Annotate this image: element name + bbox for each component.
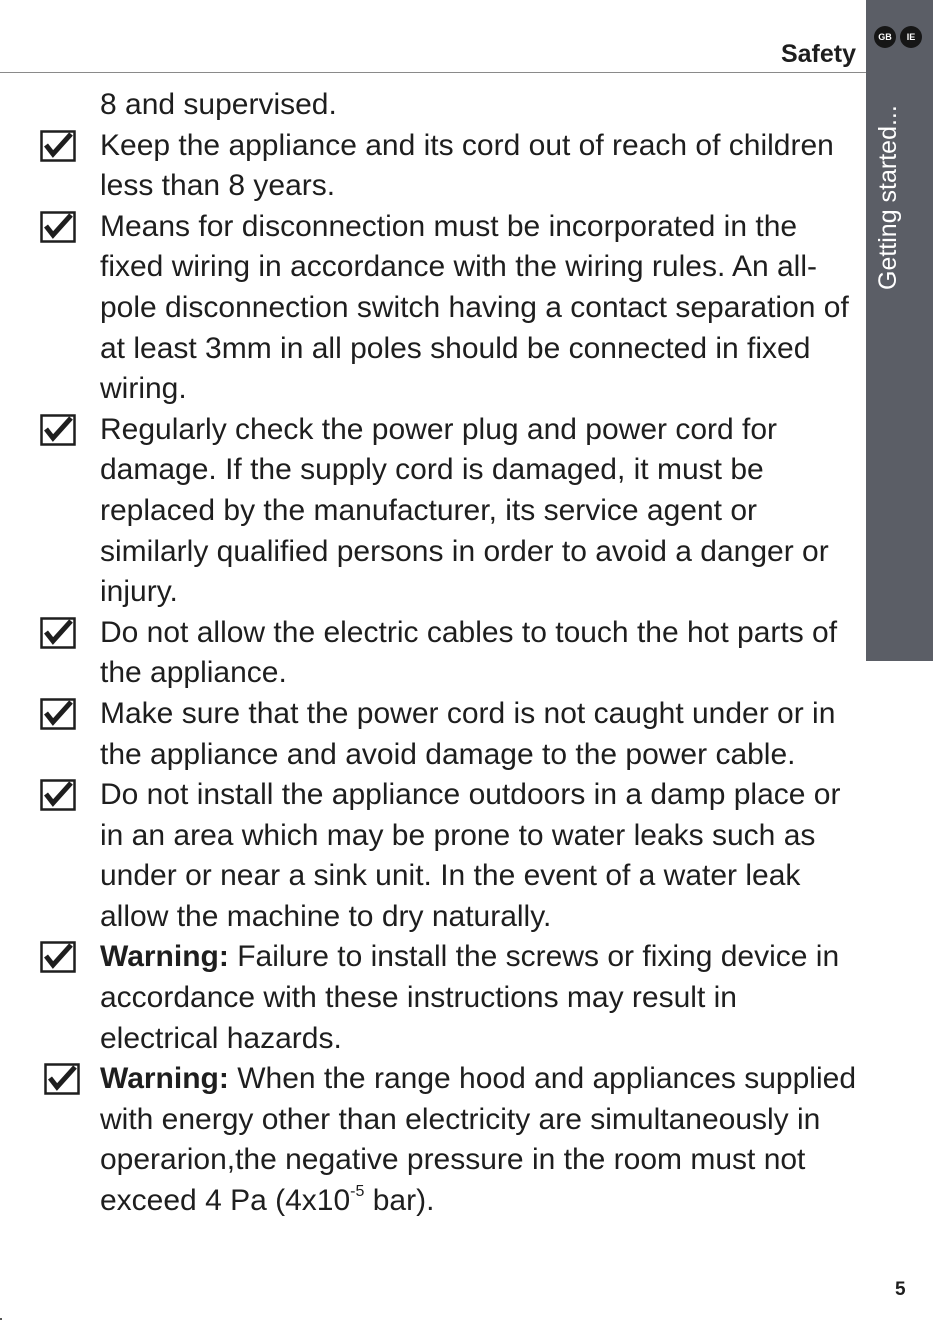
corner-mark [0, 1318, 2, 1320]
list-item [100, 937, 860, 1059]
checked-box-icon [40, 414, 76, 446]
chapter-label: Getting started... [874, 105, 902, 290]
checked-box-icon [40, 130, 76, 162]
checked-box-icon [40, 698, 76, 730]
safety-list [100, 85, 860, 1222]
item-text: Do not install the appliance outdoors in a damp place or in an area which may be prone to water leaks such as under or near a sink unit. In the event of a water leak allow the machine to dry naturally. [100, 778, 841, 933]
exponent: -5 [350, 1183, 365, 1201]
warning-label: Warning: [100, 1062, 229, 1096]
list-item [100, 694, 860, 775]
list-item [100, 126, 860, 207]
list-item [100, 207, 860, 410]
section-title: Safety [780, 40, 856, 68]
country-badge-ie: IE [900, 26, 922, 48]
checked-box-icon [40, 779, 76, 811]
item-text-end: bar). [364, 1184, 435, 1218]
list-item [100, 775, 860, 937]
side-tab [866, 0, 933, 661]
item-text: When the range hood and appliances supplied with energy other than electricity are simultaneously in operarion,the negative pressure in the room must not exceed 4 Pa (4x10 [100, 1062, 857, 1218]
checked-box-icon [40, 617, 76, 649]
intro-text: 8 and supervised. [100, 88, 337, 121]
item-text: Make sure that the power cord is not caught under or in the appliance and avoid damage to the power cable. [100, 696, 836, 771]
list-item [100, 613, 860, 694]
country-badges [874, 26, 922, 48]
item-text: Failure to install the screws or fixing device in accordance with these instructions may result in electrical hazards. [100, 940, 840, 1055]
item-text: Keep the appliance and its cord out of reach of children less than 8 years. [100, 128, 834, 203]
item-text: Do not allow the electric cables to touch the hot parts of the appliance. [100, 615, 838, 690]
checked-box-icon [44, 1063, 80, 1095]
page-number: 5 [895, 1279, 906, 1300]
item-text: Regularly check the power plug and power cord for damage. If the supply cord is damaged, it must be replaced by the manufacturer, its service agent or similarly qualified persons in order to avoid a danger or injury. [100, 412, 829, 609]
warning-label: Warning: [100, 940, 229, 974]
country-badge-gb: GB [874, 26, 896, 48]
checked-box-icon [40, 941, 76, 973]
header-divider [0, 72, 866, 73]
list-item [100, 1059, 860, 1221]
list-item [100, 410, 860, 613]
checked-box-icon [40, 211, 76, 243]
item-text: Means for disconnection must be incorporated in the fixed wiring in accordance with the wiring rules. An all-pole disconnection switch having a contact separation of at least 3mm in all poles should be connected in fixed wiring. [100, 209, 849, 406]
